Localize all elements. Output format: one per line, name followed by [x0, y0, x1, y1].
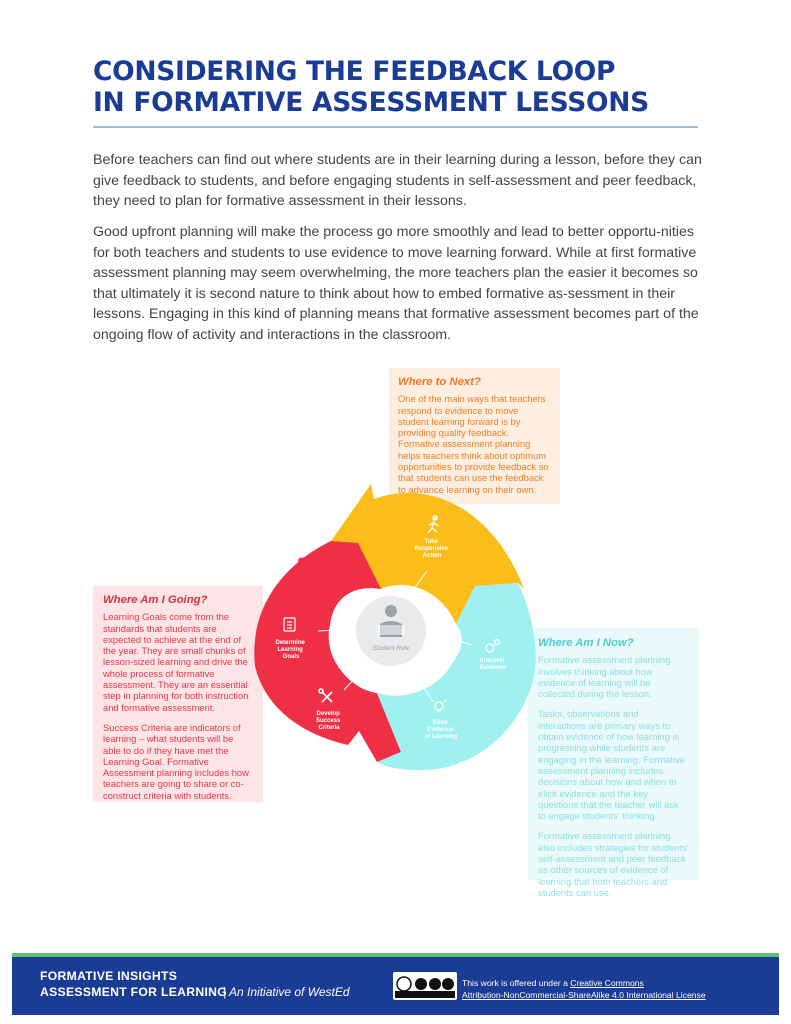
where-am-i-going-text-2: Success Criteria are indicators of learning – what students will be able to do if they have met the Learning Goal. Formative Assessment planning includes how teachers are going to share or co-construct criteria with students.	[103, 721, 249, 801]
intro-paragraph-2: Good upfront planning will make the process go more smoothly and lead to better opportu-nities for both teachers and students to use evidence to move learning forward. While at first formative assessment planning may seem overwhelming, the more teachers plan the easier it becomes so that ultimately it is second nature to think about how to embed formative as-sessment in their lessons. Engaging in this kind of planning means that formative assessment becomes part of the ongoing flow of activity and interactions in the classroom.	[93, 224, 699, 343]
take-action-line-2: Responsive	[414, 546, 449, 552]
initiative-text: | An Initiative of WestEd	[223, 985, 350, 999]
develop-line-2: Success	[315, 718, 341, 724]
where-am-i-now-text-1: Formative assessment planning involves thinking about how evidence of learning will be collected during the lesson.	[538, 654, 671, 700]
interpret-evidence-label	[480, 658, 507, 671]
determine-line-3: Goals	[282, 654, 300, 660]
title-line-2: IN FORMATIVE ASSESSMENT LESSONS	[93, 87, 649, 118]
where-to-next-text: One of the main ways that teachers respond to evidence to move student learning forward is by providing quality feedback. Formative assessment planning helps teachers think about optimum opportunities to provide feedback so that students can use the feedback to advance learning on their own.	[398, 393, 549, 495]
cc-by-nc-sa-badge-icon	[393, 972, 457, 1000]
footer	[12, 957, 779, 1015]
develop-line-3: Criteria	[318, 725, 340, 731]
elicit-line-2: Evidence	[426, 727, 454, 733]
brand-line-1: FORMATIVE INSIGHTS	[40, 969, 178, 983]
take-action-line-3: Action	[422, 553, 442, 559]
where-am-i-now-heading: Where Am I Now?	[538, 637, 634, 649]
title-line-1: CONSIDERING THE FEEDBACK LOOP	[93, 56, 616, 87]
determine-line-1: Determine	[275, 640, 305, 646]
interpret-line-2: Evidence	[479, 665, 507, 671]
student-role-label: Student Role	[372, 645, 410, 652]
start-label: Start	[297, 556, 337, 572]
license-text	[462, 978, 706, 1001]
where-am-i-going-heading: Where Am I Going?	[103, 594, 208, 606]
where-to-next-heading: Where to Next?	[398, 376, 481, 388]
where-am-i-now-text-3: Formative assessment planning also includes strategies for students' self-assessment and peer feedback as other sources of evidence of learning that both teachers and students can use.	[538, 830, 689, 898]
develop-criteria-label	[316, 711, 342, 731]
license-prefix: This work is offered under a	[462, 978, 568, 988]
interpret-line-1: Interpret	[479, 658, 505, 664]
where-am-i-going-text-1: Learning Goals come from the standards that students are expected to achieve at the end of the year. They are small chunks of lesson-sized learning and drive the whole process of formative assessment. They are an essential step in planning for both instruction and formative assessment.	[103, 611, 249, 713]
elicit-line-1: Elicit	[432, 720, 448, 726]
develop-line-1: Develop	[316, 711, 340, 717]
creative-commons-link[interactable]: Creative Commons	[570, 978, 644, 988]
license-name-link[interactable]: Attribution-NonCommercial-ShareAlike 4.0 International License	[462, 989, 706, 1000]
take-action-line-1: Take	[424, 539, 438, 545]
where-am-i-now-text-2: Tasks, observations and interactions are primary ways to obtain evidence of how learning is progressing while students are engaging in the learning. Formative assessment planning includes decisions about how and when to elicit evidence and the key questions that the teacher will ask to engage students' thinking.	[538, 708, 685, 822]
intro-paragraph-1: Before teachers can find out where students are in their learning during a lesson, before they can give feedback to students, and before engaging students in self-assessment and peer feedback, they need to plan for formative assessment in their lessons.	[93, 152, 702, 210]
determine-line-2: Learning	[277, 647, 303, 653]
elicit-line-3: of Learning	[424, 734, 458, 740]
brand-line-2: ASSESSMENT FOR LEARNING	[40, 985, 228, 999]
